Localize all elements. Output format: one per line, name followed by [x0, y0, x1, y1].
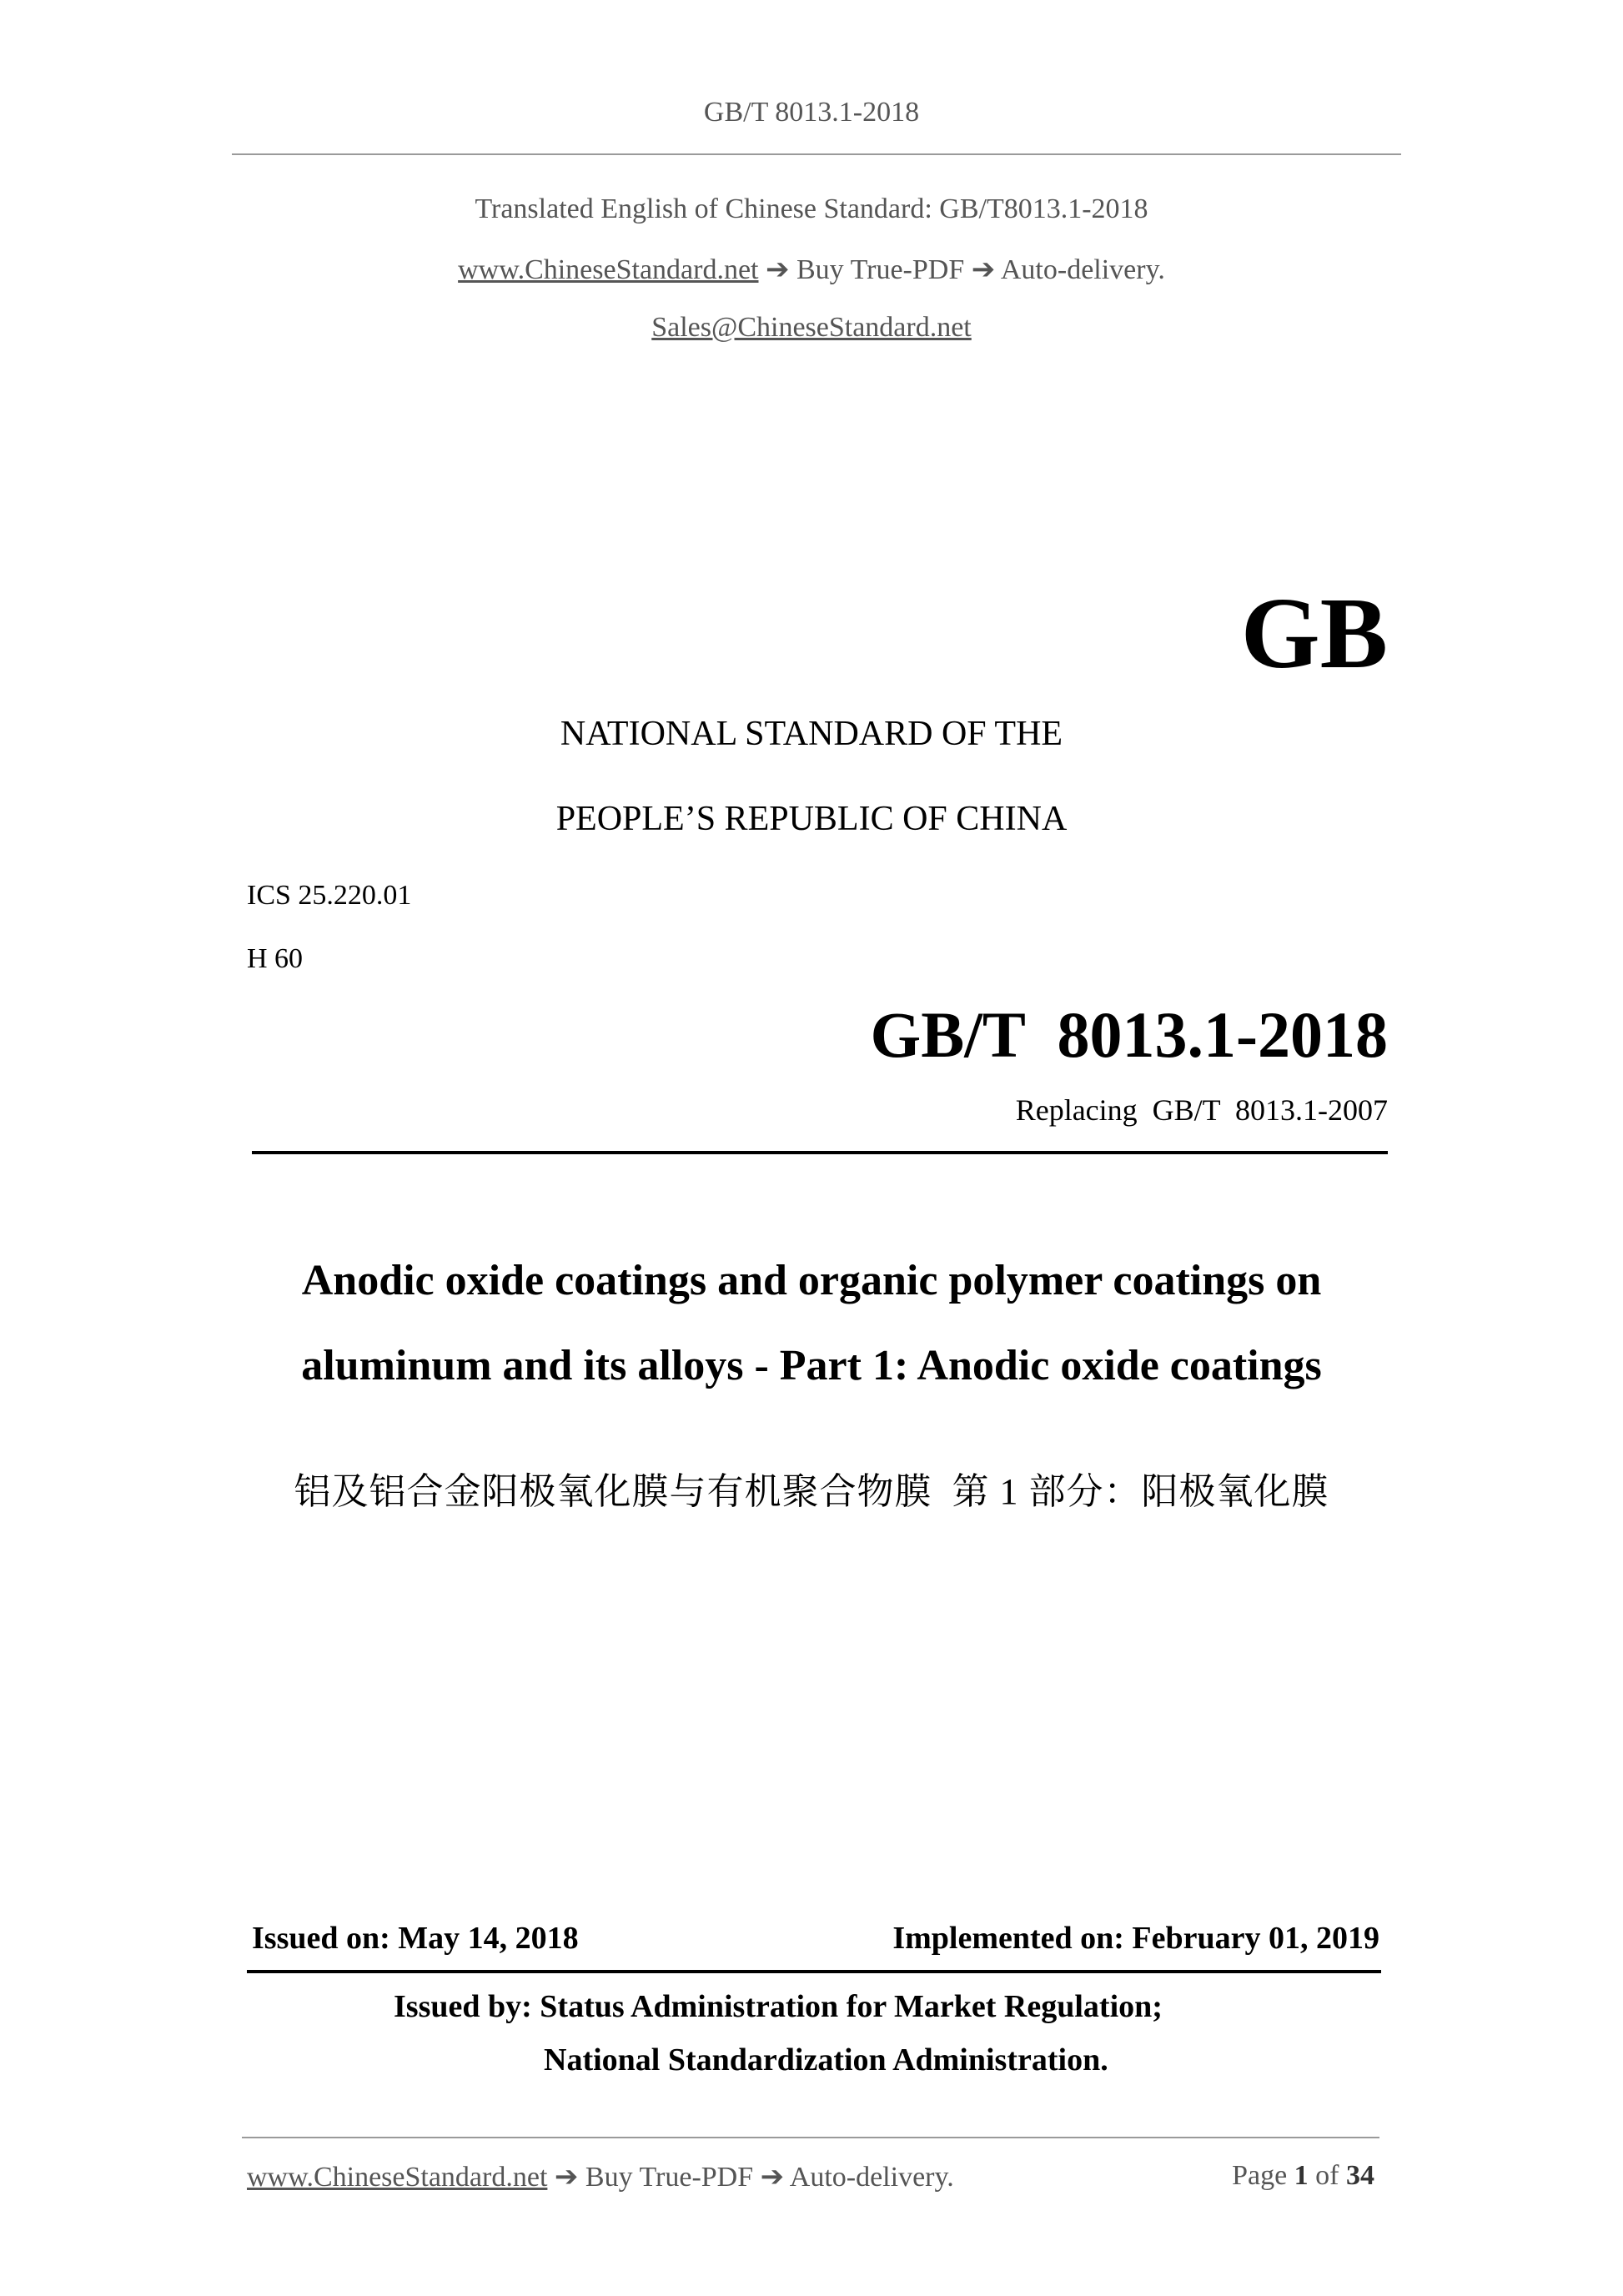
english-title-line1: Anodic oxide coatings and organic polymer coatings on	[301, 1257, 1322, 1304]
footer-divider	[242, 2137, 1379, 2138]
arrow-right-icon: ➔	[971, 254, 996, 285]
national-standard-line2: PEOPLE’S REPUBLIC OF CHINA	[555, 800, 1068, 838]
header-divider	[232, 153, 1401, 155]
issue-divider	[247, 1970, 1381, 1973]
buy-text: Buy True-PDF	[796, 254, 965, 285]
issued-by-line2: National Standardization Administration.	[544, 2042, 1108, 2077]
ics-code: ICS 25.220.01	[247, 880, 412, 911]
footer-buy-text: Buy True-PDF	[585, 2162, 754, 2193]
ccs-code: H 60	[247, 943, 304, 974]
footer-buy-line	[247, 2160, 954, 2193]
english-title-line2: aluminum and its alloys - Part 1: Anodic oxide coatings	[301, 1342, 1322, 1389]
delivery-text: Auto-delivery.	[1000, 254, 1165, 285]
national-standard-line1: NATIONAL STANDARD OF THE	[560, 715, 1063, 753]
footer-delivery-text: Auto-delivery.	[789, 2162, 954, 2193]
title-divider	[252, 1151, 1388, 1154]
arrow-right-icon: ➔	[766, 254, 790, 285]
running-header: GB/T 8013.1-2018	[703, 97, 920, 128]
arrow-right-icon: ➔	[760, 2162, 785, 2193]
replacing-standard: Replacing GB/T 8013.1-2007	[1015, 1093, 1388, 1127]
standard-number: GB/T 8013.1-2018	[870, 998, 1388, 1071]
buy-line	[0, 253, 1623, 286]
footer-site-link[interactable]: www.ChineseStandard.net	[247, 2162, 548, 2193]
of-label: of	[1315, 2160, 1339, 2191]
implemented-on-date: Implemented on: February 01, 2019	[892, 1921, 1379, 1956]
page-number: 1	[1294, 2160, 1309, 2191]
sales-email-link[interactable]: Sales@ChineseStandard.net	[651, 312, 972, 343]
translation-notice: Translated English of Chinese Standard: GB/T8013.1-2018	[475, 193, 1148, 224]
site-link[interactable]: www.ChineseStandard.net	[458, 254, 759, 285]
page-label: Page	[1232, 2160, 1288, 2191]
arrow-right-icon: ➔	[554, 2162, 579, 2193]
gb-mark: GB	[1240, 577, 1388, 690]
page-indicator	[1232, 2160, 1374, 2192]
issued-by-line1: Issued by: Status Administration for Market Regulation;	[394, 1989, 1163, 2024]
sales-line	[0, 312, 1623, 344]
page-total: 34	[1346, 2160, 1374, 2191]
issued-on-date: Issued on: May 14, 2018	[252, 1921, 579, 1956]
chinese-title: 铝及铝合金阳极氧化膜与有机聚合物膜 第 1 部分：阳极氧化膜	[294, 1471, 1329, 1512]
